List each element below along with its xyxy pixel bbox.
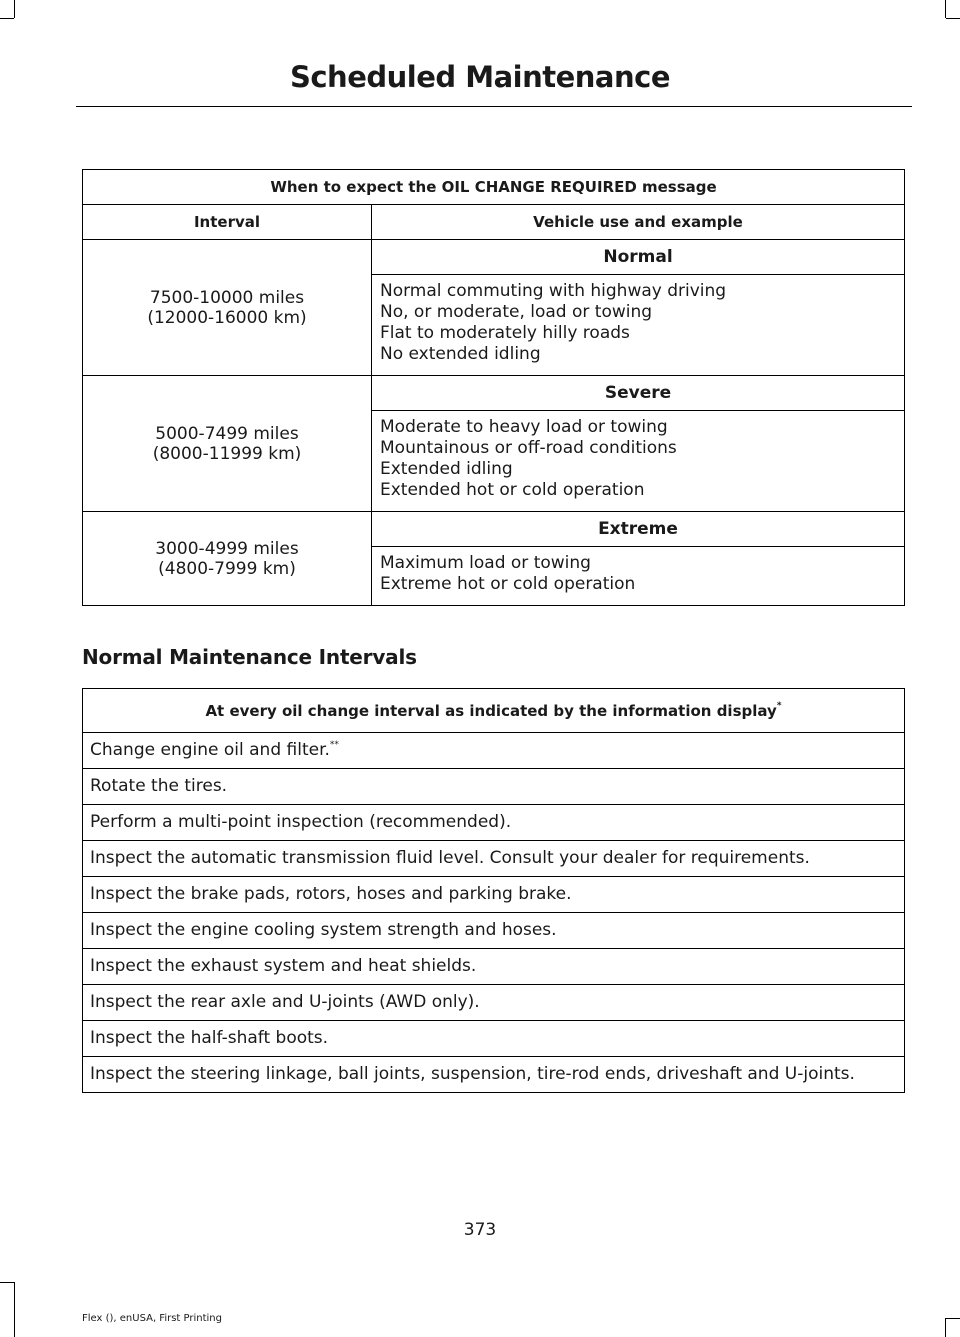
interval-km: (8000-11999 km) <box>152 443 302 464</box>
table-row <box>83 1057 905 1093</box>
interval-cell <box>83 376 372 512</box>
table-row <box>83 841 905 877</box>
crop-mark <box>945 0 946 18</box>
caption-text: At every oil change interval as indicated by the information display <box>205 701 777 720</box>
crop-mark <box>0 1282 14 1283</box>
maintenance-item: Perform a multi-point inspection (recommended). <box>83 805 905 841</box>
crop-mark <box>14 0 15 18</box>
table-row <box>83 913 905 949</box>
maintenance-item: Inspect the brake pads, rotors, hoses and parking brake. <box>83 877 905 913</box>
use-example: No extended idling <box>380 344 541 364</box>
footer-note: Flex (), enUSA, First Printing <box>82 1313 222 1324</box>
interval-km: (4800-7999 km) <box>158 558 296 579</box>
maintenance-item: Inspect the engine cooling system strength and hoses. <box>83 913 905 949</box>
table-row <box>83 512 905 547</box>
use-examples <box>372 411 905 512</box>
table-caption <box>83 689 905 733</box>
interval-miles: 7500-10000 miles <box>149 287 305 308</box>
use-example: Extreme hot or cold operation <box>380 574 636 594</box>
crop-mark <box>946 1318 960 1319</box>
item-text: Change engine oil and filter. <box>90 740 330 760</box>
table-row <box>83 949 905 985</box>
table-row <box>83 240 905 275</box>
maintenance-item: Inspect the half-shaft boots. <box>83 1021 905 1057</box>
column-header-interval: Interval <box>83 205 372 240</box>
maintenance-item: Inspect the exhaust system and heat shields. <box>83 949 905 985</box>
use-example: Flat to moderately hilly roads <box>380 323 630 343</box>
table-row <box>83 877 905 913</box>
maintenance-item <box>83 733 905 769</box>
use-example: Normal commuting with highway driving <box>380 281 727 301</box>
table-row <box>83 1021 905 1057</box>
maintenance-item: Inspect the steering linkage, ball joints, suspension, tire-rod ends, driveshaft and U-joints. <box>83 1057 905 1093</box>
use-example: Extended hot or cold operation <box>380 480 645 500</box>
use-examples <box>372 547 905 606</box>
section-heading: Normal Maintenance Intervals <box>82 645 417 669</box>
use-example: No, or moderate, load or towing <box>380 302 653 322</box>
maintenance-item: Inspect the automatic transmission fluid level. Consult your dealer for requirements. <box>83 841 905 877</box>
use-example: Mountainous or off-road conditions <box>380 438 677 458</box>
header-divider <box>76 106 912 107</box>
crop-mark <box>946 18 960 19</box>
table-row <box>83 805 905 841</box>
table-row <box>83 733 905 769</box>
interval-cell <box>83 240 372 376</box>
page-title: Scheduled Maintenance <box>289 60 671 94</box>
interval-cell <box>83 512 372 606</box>
table-row <box>83 769 905 805</box>
use-example: Extended idling <box>380 459 513 479</box>
page-number: 373 <box>463 1220 497 1240</box>
category-label: Normal <box>372 240 905 275</box>
crop-mark <box>0 18 14 19</box>
interval-miles: 3000-4999 miles <box>155 538 299 559</box>
use-example: Maximum load or towing <box>380 553 591 573</box>
crop-mark <box>945 1318 946 1337</box>
category-label: Severe <box>372 376 905 411</box>
footnote-mark: * <box>776 700 782 711</box>
category-label: Extreme <box>372 512 905 547</box>
interval-km: (12000-16000 km) <box>147 307 307 328</box>
maintenance-item: Inspect the rear axle and U-joints (AWD only). <box>83 985 905 1021</box>
maintenance-table <box>82 688 905 1093</box>
table-row <box>83 376 905 411</box>
footnote-mark: ** <box>329 740 339 750</box>
table-caption: When to expect the OIL CHANGE REQUIRED message <box>83 170 905 205</box>
column-header-use: Vehicle use and example <box>372 205 905 240</box>
table-row <box>83 985 905 1021</box>
use-example: Moderate to heavy load or towing <box>380 417 668 437</box>
use-examples <box>372 275 905 376</box>
maintenance-item: Rotate the tires. <box>83 769 905 805</box>
crop-mark <box>14 1282 15 1337</box>
oil-change-table <box>82 169 905 606</box>
interval-miles: 5000-7499 miles <box>155 423 299 444</box>
